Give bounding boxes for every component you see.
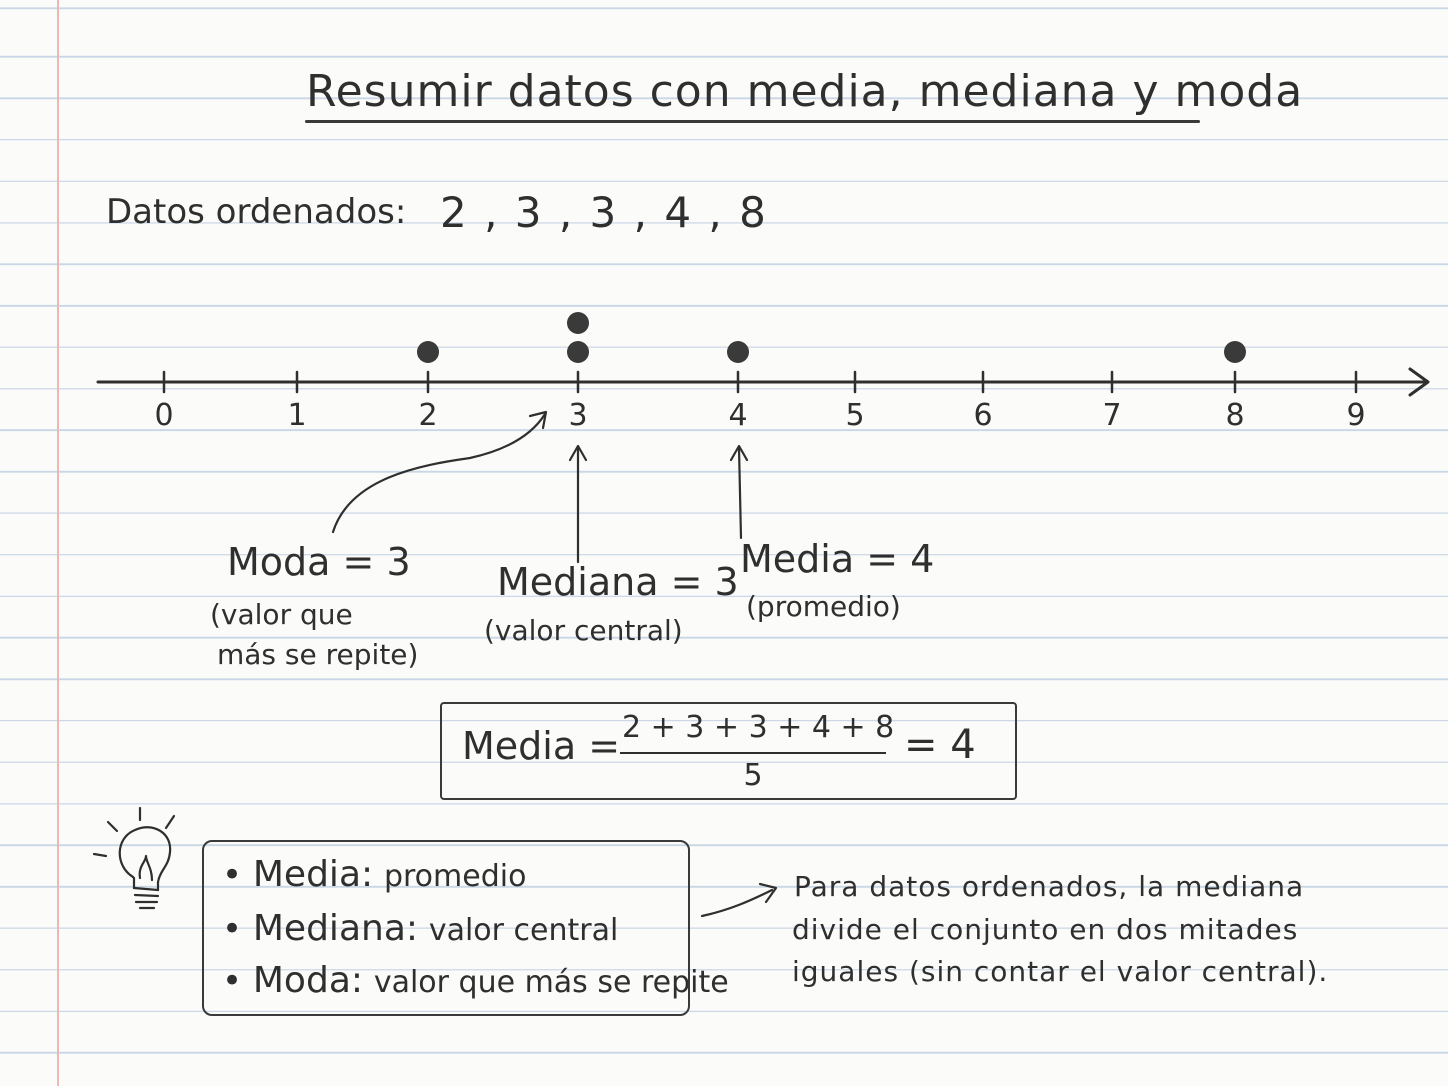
- formula-numerator: 2 + 3 + 3 + 4 + 8: [622, 710, 895, 745]
- summary-box: [202, 840, 729, 1016]
- formula-lhs: Media =: [462, 724, 621, 768]
- tick-label-6: 6: [973, 398, 993, 433]
- note-line-1: Para datos ordenados, la mediana: [794, 870, 1305, 903]
- tick-label-4: 4: [728, 398, 748, 433]
- tip-mediana: [222, 908, 618, 949]
- tip-term: Media:: [252, 854, 374, 895]
- mediana-desc: (valor central): [484, 614, 683, 647]
- bullet: •: [222, 909, 243, 949]
- tick-label-9: 9: [1346, 398, 1366, 433]
- media-arrow: [739, 448, 741, 538]
- tick-label-7: 7: [1102, 398, 1122, 433]
- note-line-2: divide el conjunto en dos mitades: [792, 913, 1299, 946]
- data-label: Datos ordenados:: [106, 192, 407, 232]
- tip-media: [222, 854, 526, 895]
- data-dot: [567, 341, 589, 363]
- tick-label-3: 3: [568, 398, 588, 433]
- data-dot: [417, 341, 439, 363]
- tip-moda: [222, 960, 729, 1001]
- bullet: •: [222, 855, 243, 895]
- formula-box: [440, 702, 1017, 800]
- tip-definition: valor que más se repite: [373, 965, 729, 1000]
- mediana-label: Mediana = 3: [497, 560, 739, 604]
- fraction-bar: [620, 752, 886, 754]
- data-dot: [567, 312, 589, 334]
- tick-label-5: 5: [845, 398, 865, 433]
- data-dot: [727, 341, 749, 363]
- arrow-icon: [702, 890, 772, 916]
- page-title: Resumir datos con media, mediana y moda: [306, 66, 1304, 117]
- tip-definition: promedio: [383, 859, 527, 894]
- media-label: Media = 4: [740, 537, 935, 581]
- moda-desc-line1: (valor que: [210, 598, 353, 631]
- tick-label-8: 8: [1225, 398, 1245, 433]
- data-values: 2 , 3 , 3 , 4 , 8: [440, 188, 768, 237]
- moda-desc-line2: más se repite): [217, 638, 419, 671]
- bullet: •: [222, 961, 243, 1001]
- moda-label: Moda = 3: [227, 540, 411, 584]
- media-desc: (promedio): [746, 590, 901, 623]
- tick-label-1: 1: [287, 398, 307, 433]
- formula-result: = 4: [904, 722, 976, 768]
- data-dot: [1224, 341, 1246, 363]
- tip-definition: valor central: [428, 913, 619, 948]
- formula-denominator: 5: [743, 758, 763, 793]
- note-line-3: iguales (sin contar el valor central).: [792, 955, 1329, 988]
- tip-term: Mediana:: [252, 908, 419, 949]
- tick-label-2: 2: [418, 398, 438, 433]
- tick-label-0: 0: [154, 398, 174, 433]
- lightbulb-icon: [94, 808, 174, 908]
- tip-term: Moda:: [252, 960, 364, 1001]
